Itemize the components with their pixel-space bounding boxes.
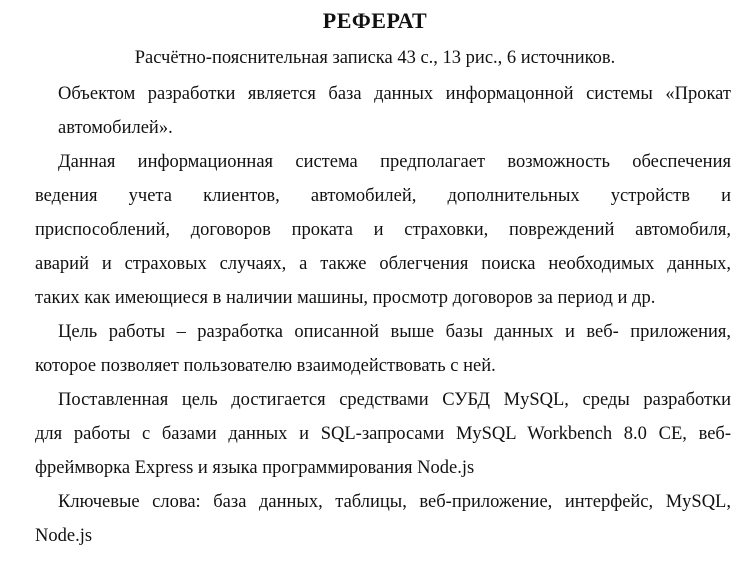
paragraph-keywords-line-1: Ключевые слова: база данных, таблицы, веб-приложение, интерфейс, MySQL, — [58, 492, 731, 512]
paragraph-description-line-2: ведения учета клиентов, автомобилей, дополнительных устройств и — [35, 186, 731, 206]
page-title: РЕФЕРАТ — [322, 8, 428, 33]
paragraph-description-line-3: приспособлений, договоров проката и страховки, повреждений автомобиля, — [35, 220, 731, 240]
paragraph-means-line-1: Поставленная цель достигается средствами СУБД MySQL, среды разработки — [58, 390, 731, 410]
paragraph-object-line-1: Объектом разработки является база данных информацонной системы «Прокат — [58, 84, 731, 104]
paragraph-means-line-2: для работы с базами данных и SQL-запросами MySQL Workbench 8.0 CE, веб- — [35, 424, 731, 444]
paragraph-description-line-4: аварий и страховых случаях, а также облегчения поиска необходимых данных, — [35, 254, 731, 274]
summary-line: Расчётно-пояснительная записка 43 с., 13 рис., 6 источников. — [134, 48, 616, 68]
paragraph-keywords-line-2: Node.js — [35, 526, 93, 546]
paragraph-goal-line-2: которое позволяет пользователю взаимодействовать с ней. — [35, 356, 496, 376]
paragraph-object-line-2: автомобилей». — [58, 118, 173, 138]
paragraph-goal-line-1: Цель работы – разработка описанной выше базы данных и веб- приложения, — [58, 322, 731, 342]
paragraph-description-line-1: Данная информационная система предполагает возможность обеспечения — [58, 152, 731, 172]
paragraph-means-line-3: фреймворка Express и языка программирования Node.js — [35, 458, 475, 478]
paragraph-description-line-5: таких как имеющиеся в наличии машины, просмотр договоров за период и др. — [35, 288, 656, 308]
